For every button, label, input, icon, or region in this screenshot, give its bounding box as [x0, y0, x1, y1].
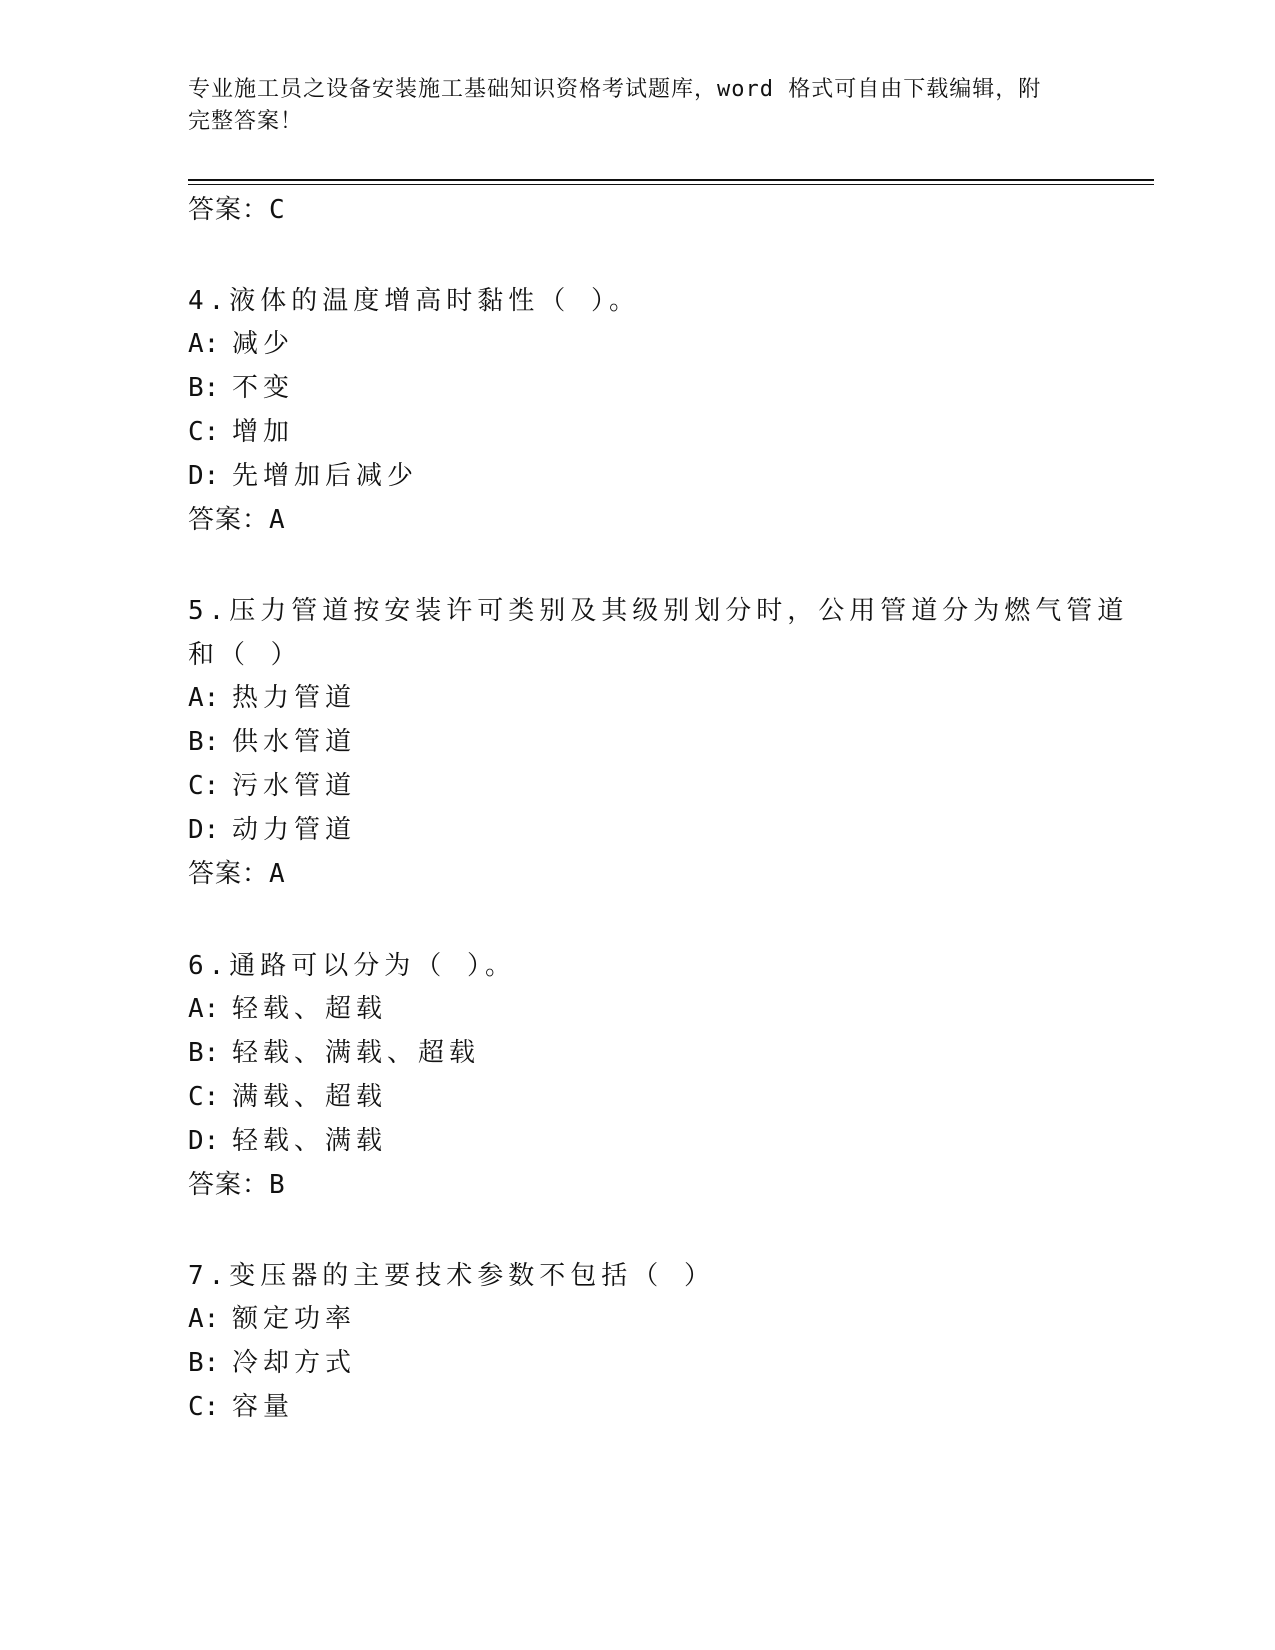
option-text: 先增加后减少 — [232, 461, 419, 491]
option-text: 增加 — [232, 417, 295, 447]
question-5-stem: 5.压力管道按安装许可类别及其级别划分时，公用管道分为燃气管道和（ ） — [188, 596, 1129, 670]
question-6-answer — [188, 1168, 286, 1202]
option-text: 轻载、超载 — [232, 994, 388, 1024]
option-text: 供水管道 — [232, 727, 357, 757]
option-text: 容量 — [232, 1392, 295, 1422]
question-7-stem: 7.变压器的主要技术参数不包括（ ） — [188, 1261, 715, 1291]
answer-value: C — [269, 195, 286, 225]
option-key: C: — [188, 1082, 220, 1112]
question-4-option-a — [188, 327, 294, 361]
option-key: B: — [188, 727, 220, 757]
option-key: A: — [188, 683, 220, 713]
option-text: 不变 — [232, 373, 295, 403]
question-7-option-b — [188, 1346, 356, 1380]
option-key: D: — [188, 1126, 220, 1156]
option-key: B: — [188, 1348, 220, 1378]
option-key: A: — [188, 1304, 220, 1334]
question-7-option-a — [188, 1302, 356, 1336]
answer-label: 答案： — [188, 1170, 270, 1200]
option-key: D: — [188, 815, 220, 845]
option-text: 污水管道 — [232, 771, 357, 801]
document-page — [188, 0, 1154, 1650]
answer-label: 答案： — [188, 505, 270, 535]
option-text: 热力管道 — [232, 683, 357, 713]
option-text: 轻载、满载、超载 — [232, 1038, 481, 1068]
question-4-option-c — [188, 415, 294, 449]
question-6-option-b — [188, 1036, 480, 1070]
option-text: 轻载、满载 — [232, 1126, 388, 1156]
option-key: C: — [188, 771, 220, 801]
option-key: C: — [188, 417, 220, 447]
option-key: C: — [188, 1392, 220, 1422]
option-text: 额定功率 — [232, 1304, 357, 1334]
answer-value: B — [269, 1170, 286, 1200]
option-text: 动力管道 — [232, 815, 357, 845]
option-text: 满载、超载 — [232, 1082, 388, 1112]
option-text: 减少 — [232, 329, 295, 359]
question-7-option-c — [188, 1390, 294, 1424]
question-4-answer — [188, 503, 286, 537]
option-key: A: — [188, 329, 220, 359]
answer-label: 答案： — [188, 859, 270, 889]
header-divider — [188, 179, 1154, 185]
option-key: B: — [188, 373, 220, 403]
question-4-option-b — [188, 371, 294, 405]
question-5-option-b — [188, 725, 356, 759]
question-5-option-c — [188, 769, 356, 803]
answer-value: A — [269, 505, 286, 535]
question-6-option-a — [188, 992, 387, 1026]
option-key: A: — [188, 994, 220, 1024]
question-5-answer — [188, 857, 286, 891]
previous-answer — [188, 193, 286, 227]
answer-label: 答案： — [188, 195, 270, 225]
answer-value: A — [269, 859, 286, 889]
document-header: 专业施工员之设备安装施工基础知识资格考试题库，word 格式可自由下载编辑，附完整答案！ — [188, 77, 1042, 134]
question-5-option-a — [188, 681, 356, 715]
option-text: 冷却方式 — [232, 1348, 357, 1378]
option-key: D: — [188, 461, 220, 491]
question-5-option-d — [188, 813, 356, 847]
question-6-option-d — [188, 1124, 387, 1158]
question-6-stem: 6.通路可以分为（ ）。 — [188, 951, 516, 981]
question-4-option-d — [188, 459, 418, 493]
question-4-stem: 4.液体的温度增高时黏性（ ）。 — [188, 286, 640, 316]
question-6-option-c — [188, 1080, 387, 1114]
option-key: B: — [188, 1038, 220, 1068]
